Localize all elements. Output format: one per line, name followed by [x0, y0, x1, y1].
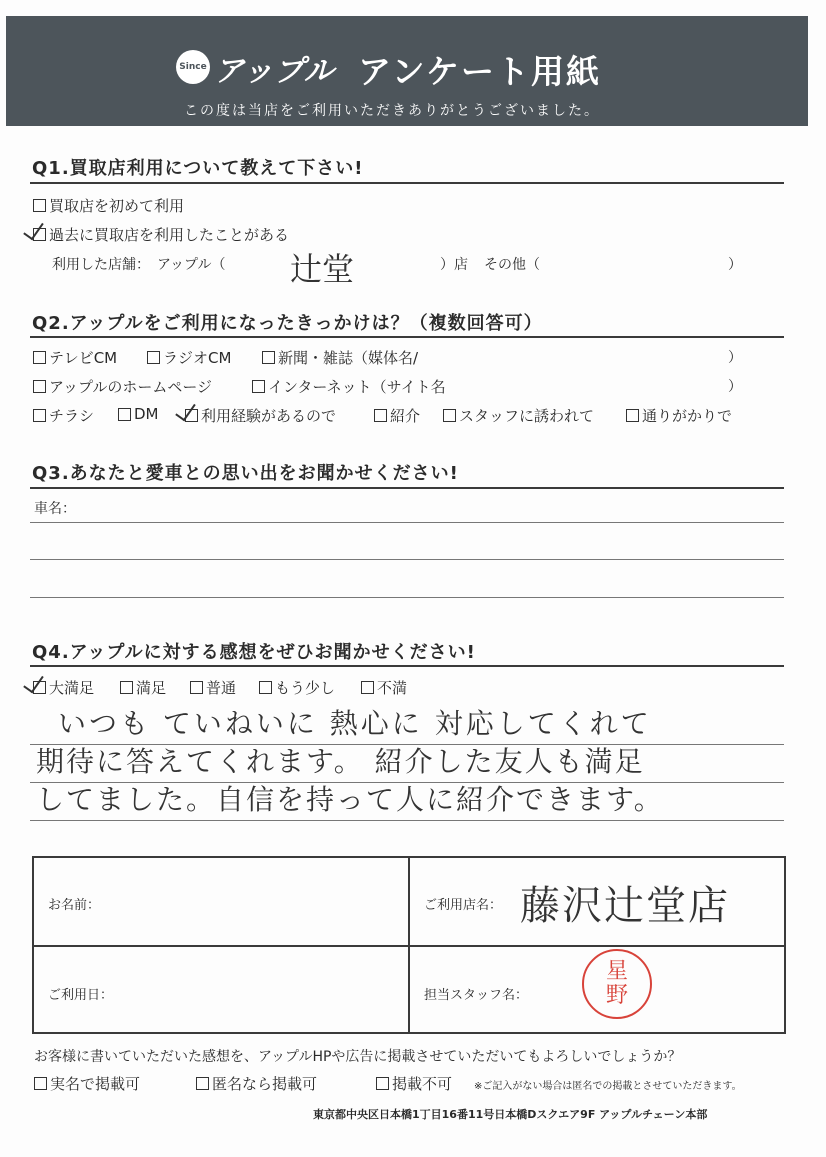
checkbox-checked[interactable] — [33, 681, 46, 694]
checkbox-checked[interactable] — [185, 409, 198, 422]
store-label: ご利用店名： — [424, 898, 503, 913]
customer-info-table — [32, 856, 786, 1034]
checkbox[interactable] — [376, 1077, 389, 1090]
q4-write-line — [30, 820, 784, 821]
checkbox-checked[interactable] — [33, 228, 46, 241]
q1-option-first-time[interactable]: 買取店を初めて利用 — [33, 195, 184, 216]
checkbox[interactable] — [33, 199, 46, 212]
q4-option-very-satisfied[interactable]: 大満足 — [33, 677, 94, 698]
q2-option-newspaper[interactable]: 新聞・雑誌（媒体名/ — [262, 347, 418, 368]
staff-hanko-stamp: 星 野 — [582, 949, 652, 1019]
q2-option-dm[interactable]: DM — [118, 405, 159, 423]
q2-divider — [30, 336, 784, 338]
q2-option-radio-cm[interactable]: ラジオCM — [147, 347, 231, 368]
q1-other-close: ） — [728, 257, 742, 273]
q2-option-homepage[interactable]: アップルのホームページ — [33, 376, 212, 397]
q3-divider — [30, 487, 784, 489]
q1-store-answer[interactable]: 辻堂 — [290, 250, 355, 288]
q3-heading: Q3.あなたと愛車との思い出をお聞かせください! — [32, 463, 459, 484]
checkbox[interactable] — [120, 681, 133, 694]
q1-heading: Q1.買取店利用について教えて下さい! — [32, 158, 364, 179]
checkbox[interactable] — [196, 1077, 209, 1090]
q2-option-internet[interactable]: インターネット（サイト名 — [252, 376, 446, 397]
checkbox[interactable] — [118, 408, 131, 421]
q2-option-passing-by[interactable]: 通りがかりで — [626, 405, 732, 426]
q1-store-suffix: ）店 — [440, 257, 468, 273]
q2-option-flyer[interactable]: チラシ — [33, 405, 94, 426]
checkbox[interactable] — [147, 351, 160, 364]
checkbox[interactable] — [33, 380, 46, 393]
consent-note: ※ご記入がない場合は匿名での掲載とさせていただきます。 — [474, 1081, 742, 1092]
checkbox[interactable] — [33, 351, 46, 364]
q1-divider — [30, 182, 784, 184]
form-title: アンケート用紙 — [358, 52, 602, 91]
q1-other-label: その他（ — [484, 257, 540, 273]
q2-option-staff-invite[interactable]: スタッフに誘われて — [443, 405, 594, 426]
checkbox[interactable] — [190, 681, 203, 694]
consent-option-anonymous[interactable]: 匿名なら掲載可 — [196, 1073, 317, 1094]
apple-logo-icon: Since — [176, 50, 210, 84]
q4-comment-line[interactable]: してました。自信を持って人に紹介できます。 — [36, 783, 664, 816]
q2-row1-close: ） — [728, 350, 742, 366]
checkbox[interactable] — [443, 409, 456, 422]
q4-option-satisfied[interactable]: 満足 — [120, 677, 166, 698]
q4-comment-line[interactable]: いつも ていねいに 熱心に 対応してくれて — [58, 707, 652, 740]
q4-option-dissatisfied[interactable]: 不満 — [361, 677, 407, 698]
q4-comment-line[interactable]: 期待に答えてくれます。 紹介した友人も満足 — [36, 745, 645, 778]
q1-store-prefix: 利用した店舗： アップル（ — [52, 257, 226, 273]
staff-label: 担当スタッフ名： — [424, 988, 529, 1003]
q2-option-tv-cm[interactable]: テレビCM — [33, 347, 117, 368]
date-label: ご利用日： — [48, 988, 114, 1003]
q4-option-normal[interactable]: 普通 — [190, 677, 236, 698]
q2-option-referral[interactable]: 紹介 — [374, 405, 420, 426]
q3-write-line[interactable] — [30, 597, 784, 598]
consent-option-real-name[interactable]: 実名で掲載可 — [34, 1073, 140, 1094]
q3-write-line[interactable] — [30, 559, 784, 560]
checkbox[interactable] — [252, 380, 265, 393]
store-value[interactable]: 藤沢辻堂店 — [520, 883, 730, 929]
q2-heading: Q2.アップルをご利用になったきっかけは？（複数回答可） — [32, 313, 543, 334]
q2-row2-close: ） — [728, 379, 742, 395]
q4-divider — [30, 665, 784, 667]
q4-heading: Q4.アップルに対する感想をぜひお聞かせください! — [32, 642, 476, 663]
brand-logo-text: アップル — [214, 54, 335, 89]
q1-option-used-before[interactable]: 過去に買取店を利用したことがある — [33, 224, 289, 245]
q4-option-a-little-more[interactable]: もう少し — [259, 677, 335, 698]
table-column-divider — [408, 858, 410, 1032]
checkbox[interactable] — [34, 1077, 47, 1090]
form-subtitle: この度は当店をご利用いただきありがとうございました。 — [184, 103, 600, 119]
checkbox[interactable] — [262, 351, 275, 364]
name-label: お名前： — [48, 898, 101, 913]
checkbox[interactable] — [626, 409, 639, 422]
checkbox[interactable] — [361, 681, 374, 694]
checkbox[interactable] — [33, 409, 46, 422]
q3-car-label: 車名： — [34, 501, 76, 517]
form-header — [6, 16, 808, 126]
checkbox[interactable] — [374, 409, 387, 422]
consent-question: お客様に書いていただいた感想を、アップルHPや広告に掲載させていただいてもよろしいでしょうか？ — [34, 1049, 682, 1065]
q2-option-experience[interactable]: 利用経験があるので — [185, 405, 336, 426]
checkbox[interactable] — [259, 681, 272, 694]
consent-option-no-publish[interactable]: 掲載不可 — [376, 1073, 452, 1094]
q3-write-line[interactable] — [30, 522, 784, 523]
footer-address: 東京都中央区日本橋1丁目16番11号日本橋Dスクエア9F アップルチェーン本部 — [313, 1108, 708, 1121]
